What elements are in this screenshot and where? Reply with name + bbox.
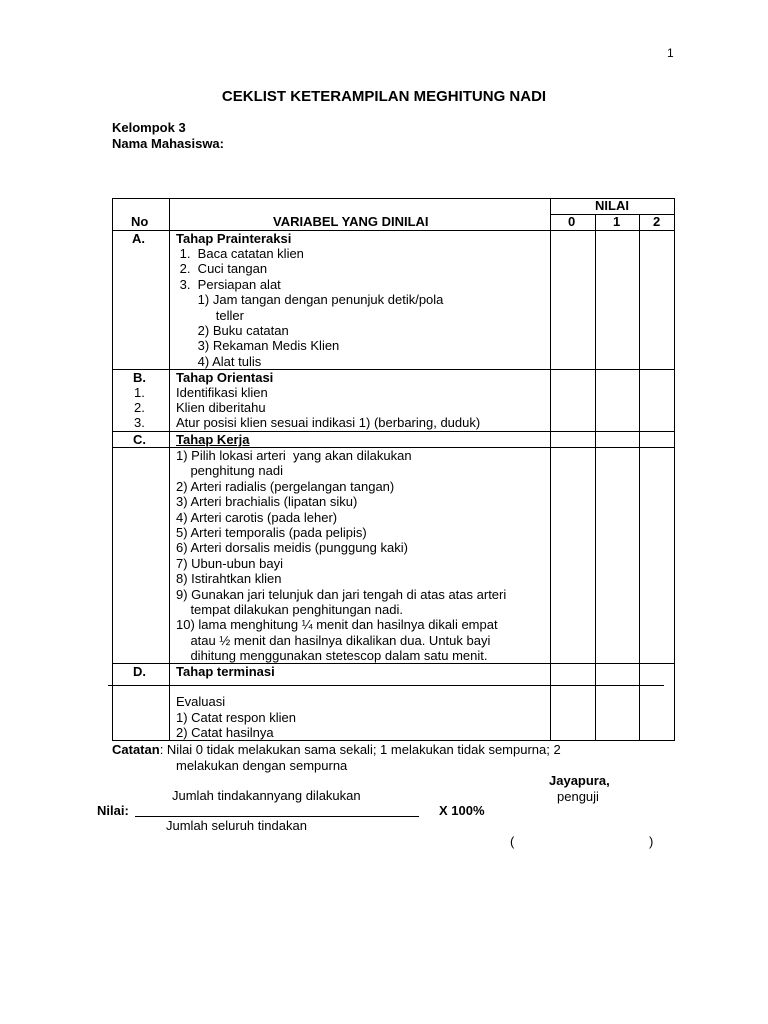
list-item: 8) Istirahtkan klien: [176, 571, 282, 587]
page-number: 1: [667, 46, 674, 60]
list-item: 2. Cuci tangan: [176, 261, 268, 277]
list-item: 3) Arteri brachialis (lipatan siku): [176, 494, 358, 510]
list-item: atau ½ menit dan hasilnya dikalikan dua. Untuk bayi: [176, 632, 491, 648]
group-label: Kelompok 3: [112, 120, 186, 135]
examiner-label: penguji: [557, 789, 599, 804]
score-1-header: 1: [613, 214, 621, 229]
section-b-title: Tahap Orientasi: [176, 370, 274, 385]
signature-close-paren: ): [649, 834, 654, 849]
list-item: 1. Baca catatan klien: [176, 246, 304, 261]
list-item: 2) Buku catatan: [176, 323, 289, 339]
section-b-num-1: 1.: [134, 385, 145, 400]
list-item: teller: [176, 307, 244, 323]
list-item: 6) Arteri dorsalis meidis (punggung kaki): [176, 540, 408, 556]
section-d-number: D.: [133, 664, 146, 679]
note-label: Catatan: [112, 742, 160, 757]
page-title: CEKLIST KETERAMPILAN MEGHITUNG NADI: [221, 88, 547, 105]
student-name-label: Nama Mahasiswa:: [112, 136, 224, 151]
list-item: penghitung nadi: [176, 463, 283, 479]
list-item: Atur posisi klien sesuai indikasi 1) (berbaring, duduk): [176, 415, 481, 430]
list-item: 7) Ubun-ubun bayi: [176, 555, 283, 571]
list-item: 2) Arteri radialis (pergelangan tangan): [176, 478, 395, 494]
score-2-header: 2: [653, 214, 661, 229]
section-c-number: C.: [133, 432, 146, 447]
score-0-header: 0: [568, 214, 576, 229]
list-item: 10) lama menghitung ¼ menit dan hasilnya dikali empat: [176, 617, 498, 633]
section-b-number: B.: [133, 370, 146, 385]
place-label: Jayapura,: [549, 773, 610, 788]
list-item: 3. Persiapan alat: [176, 276, 281, 292]
list-item: 3) Rekaman Medis Klien: [176, 338, 340, 354]
list-item: Evaluasi: [176, 694, 226, 709]
signature-open-paren: (: [510, 834, 515, 849]
list-item: 9) Gunakan jari telunjuk dan jari tengah di atas atas arteri: [176, 586, 507, 602]
list-item: 4) Arteri carotis (pada leher): [176, 509, 338, 525]
fraction-line: [135, 816, 419, 817]
score-label: Nilai:: [97, 803, 129, 818]
section-b-num-3: 3.: [134, 415, 145, 430]
list-item: 1) Jam tangan dengan penunjuk detik/pola: [176, 292, 444, 308]
col-no-header: No: [131, 214, 149, 229]
note-continued: melakukan dengan sempurna: [176, 758, 348, 773]
nilai-header: NILAI: [595, 198, 629, 213]
section-a-title: Tahap Prainteraksi: [176, 231, 292, 246]
list-item: 5) Arteri temporalis (pada pelipis): [176, 525, 367, 541]
list-item: 1) Pilih lokasi arteri yang akan dilakukan: [176, 448, 412, 463]
formula-denominator: Jumlah seluruh tindakan: [166, 818, 307, 833]
section-c-list: [176, 448, 506, 664]
col-variable-header: VARIABEL YANG DINILAI: [273, 214, 429, 229]
list-item: 2) Catat hasilnya: [176, 725, 274, 740]
section-d-title: Tahap terminasi: [176, 664, 275, 679]
section-a-number: A.: [132, 231, 145, 246]
list-item: 1) Catat respon klien: [176, 710, 296, 725]
formula-numerator: Jumlah tindakannyang dilakukan: [172, 788, 361, 803]
section-a-list: [176, 246, 443, 369]
section-c-title: Tahap Kerja: [176, 432, 250, 447]
list-item: 4) Alat tulis: [176, 353, 262, 369]
section-b-num-2: 2.: [134, 400, 145, 415]
list-item: Identifikasi klien: [176, 385, 268, 400]
formula-multiplier: X 100%: [439, 803, 485, 818]
note: [112, 742, 561, 757]
list-item: Klien diberitahu: [176, 400, 266, 415]
list-item: tempat dilakukan penghitungan nadi.: [176, 602, 403, 618]
list-item: dihitung menggunakan stetescop dalam satu menit.: [176, 648, 488, 664]
note-text: : Nilai 0 tidak melakukan sama sekali; 1 melakukan tidak sempurna; 2: [159, 742, 561, 757]
